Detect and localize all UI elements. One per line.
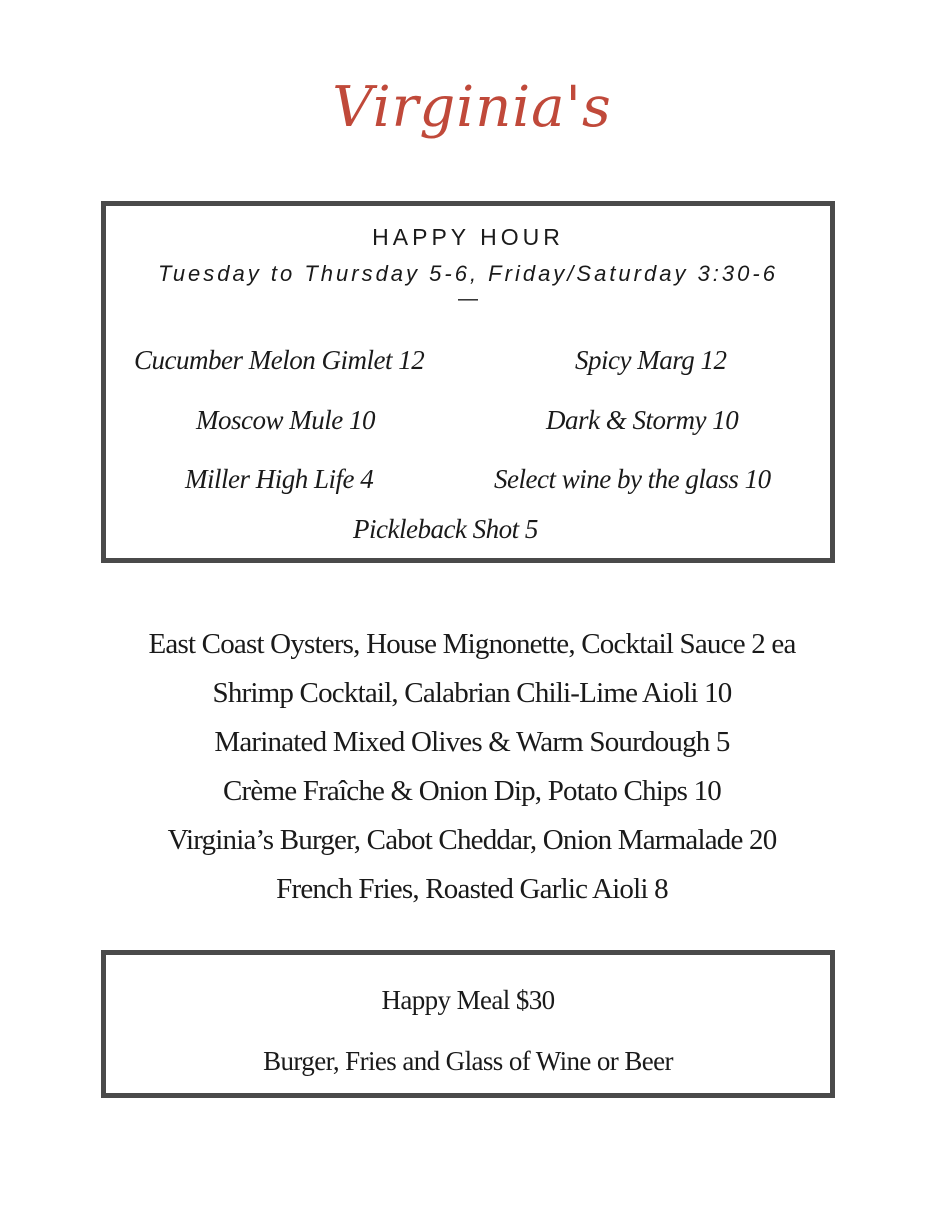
brand-name: Virginia's <box>332 75 612 140</box>
drink-item: Pickleback Shot 5 <box>353 514 538 544</box>
food-item: French Fries, Roasted Garlic Aioli 8 <box>276 873 668 905</box>
happy-meal-box <box>101 950 835 1098</box>
food-item: Shrimp Cocktail, Calabrian Chili-Lime Aioli 10 <box>212 677 732 709</box>
food-item: East Coast Oysters, House Mignonette, Cocktail Sauce 2 ea <box>148 628 796 660</box>
happy-hour-times: Tuesday to Thursday 5-6, Friday/Saturday 3:30-6 <box>158 261 778 286</box>
food-item: Marinated Mixed Olives & Warm Sourdough 5 <box>214 726 730 758</box>
happy-meal-description: Burger, Fries and Glass of Wine or Beer <box>263 1046 673 1076</box>
food-item: Virginia’s Burger, Cabot Cheddar, Onion Marmalade 20 <box>167 824 777 856</box>
drink-item: Dark & Stormy 10 <box>546 405 739 435</box>
happy-meal-title: Happy Meal $30 <box>381 985 555 1015</box>
happy-hour-title: HAPPY HOUR <box>372 224 564 250</box>
food-item: Crème Fraîche & Onion Dip, Potato Chips 10 <box>222 775 721 807</box>
brand-logo <box>0 75 944 140</box>
drink-item: Select wine by the glass 10 <box>494 464 771 494</box>
drink-item: Cucumber Melon Gimlet 12 <box>134 345 425 375</box>
drink-item: Moscow Mule 10 <box>196 405 375 435</box>
happy-hour-divider: — <box>458 288 478 310</box>
drink-item: Spicy Marg 12 <box>575 345 727 375</box>
happy-hour-box <box>101 201 835 563</box>
drink-item: Miller High Life 4 <box>185 464 374 494</box>
